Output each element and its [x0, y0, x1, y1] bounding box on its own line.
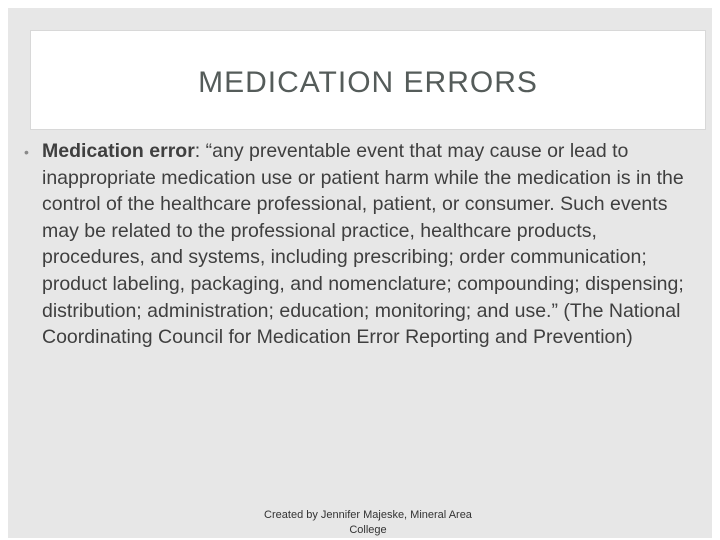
bullet-content — [42, 138, 704, 351]
slide-title: MEDICATION ERRORS — [198, 66, 538, 99]
slide — [8, 8, 712, 538]
definition-text: : “any preventable event that may cause or lead to inappropriate medication use or patient harm while the medication is in the control of the healthcare professional, patient, or consumer. Such events may be related to the professional practice, healthcare products, procedures, and systems, including prescribing; order communication; product labeling, packaging, and nomenclature; compounding; dispensing; distribution; administration; education; monitoring; and use.” (The National Coordinating Council for Medication Error Reporting and Prevention) — [42, 140, 684, 349]
slide-body — [24, 138, 704, 351]
bullet-icon: • — [24, 144, 29, 160]
bullet-item — [24, 138, 704, 351]
slide-footer: Created by Jennifer Majeske, Mineral Area College — [264, 509, 472, 536]
title-box — [30, 30, 706, 130]
definition-term: Medication error — [42, 140, 195, 162]
